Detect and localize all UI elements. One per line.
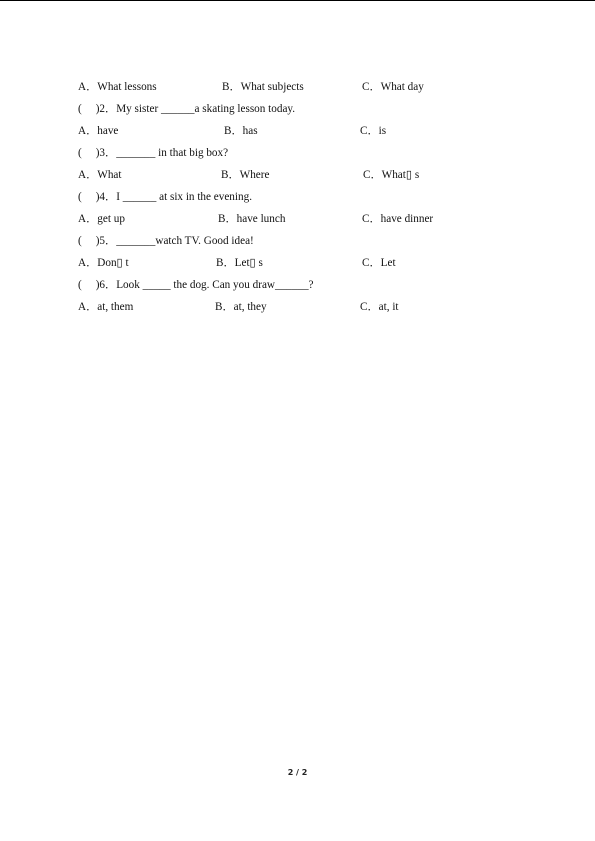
option-c: C．Let bbox=[362, 257, 396, 269]
option-b: B．Let▯ s bbox=[216, 257, 263, 269]
option-b: B．has bbox=[224, 125, 258, 137]
question-text: ( )4．I ______ at six in the evening. bbox=[78, 191, 252, 203]
question-list bbox=[78, 78, 518, 320]
option-c: C．is bbox=[360, 125, 387, 137]
option-c: C．have dinner bbox=[362, 213, 434, 225]
options-row-5 bbox=[78, 254, 518, 276]
option-a: A．Don▯ t bbox=[78, 257, 129, 269]
page-number: 2 / 2 bbox=[287, 768, 308, 777]
option-a: A．have bbox=[78, 125, 119, 137]
options-row-1 bbox=[78, 78, 518, 100]
option-b: B．What subjects bbox=[222, 81, 304, 93]
question-4 bbox=[78, 188, 518, 210]
question-6 bbox=[78, 276, 518, 298]
question-text: ( )6．Look _____ the dog. Can you draw______? bbox=[78, 279, 314, 291]
option-a: A．get up bbox=[78, 213, 125, 225]
option-c: C．What day bbox=[362, 81, 424, 93]
option-b: B．Where bbox=[221, 169, 270, 181]
option-c: C．at, it bbox=[360, 301, 399, 313]
question-3 bbox=[78, 144, 518, 166]
question-2 bbox=[78, 100, 518, 122]
question-text: ( )3．_______ in that big box? bbox=[78, 147, 229, 159]
option-b: B．have lunch bbox=[218, 213, 286, 225]
question-text: ( )2．My sister ______a skating lesson today. bbox=[78, 103, 296, 115]
options-row-3 bbox=[78, 166, 518, 188]
option-b: B．at, they bbox=[215, 301, 267, 313]
options-row-4 bbox=[78, 210, 518, 232]
option-a: A．What lessons bbox=[78, 81, 157, 93]
question-text: ( )5．_______watch TV. Good idea! bbox=[78, 235, 254, 247]
options-row-2 bbox=[78, 122, 518, 144]
options-row-6 bbox=[78, 298, 518, 320]
option-c: C．What▯ s bbox=[363, 169, 420, 181]
question-5 bbox=[78, 232, 518, 254]
page-top-border bbox=[0, 0, 595, 1]
option-a: A．at, them bbox=[78, 301, 134, 313]
option-a: A．What bbox=[78, 169, 122, 181]
